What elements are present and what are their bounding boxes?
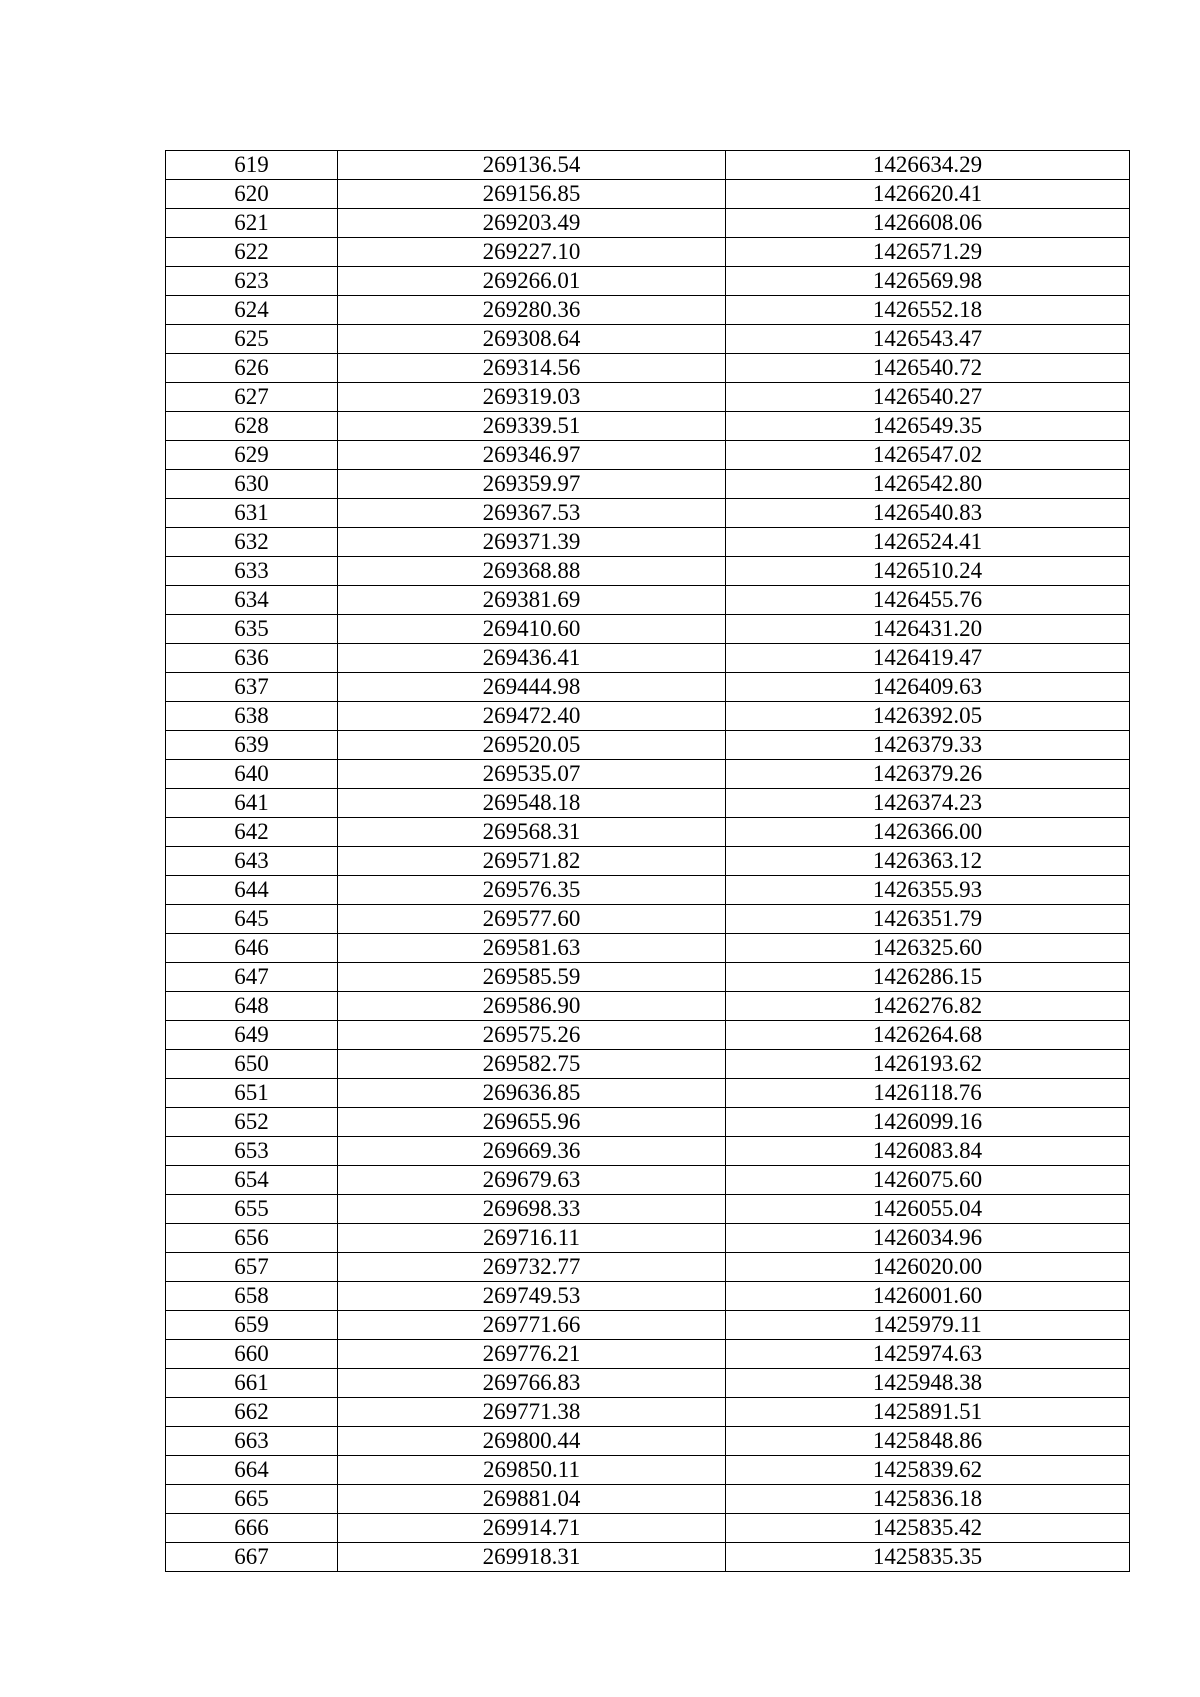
x-coordinate-cell: 269571.82 [338, 847, 726, 876]
y-coordinate-cell: 1426571.29 [726, 238, 1130, 267]
x-coordinate-cell: 269881.04 [338, 1485, 726, 1514]
x-coordinate-cell: 269771.66 [338, 1311, 726, 1340]
point-number-cell: 653 [166, 1137, 338, 1166]
x-coordinate-cell: 269472.40 [338, 702, 726, 731]
point-number-cell: 627 [166, 383, 338, 412]
x-coordinate-cell: 269655.96 [338, 1108, 726, 1137]
point-number-cell: 626 [166, 354, 338, 383]
point-number-cell: 641 [166, 789, 338, 818]
y-coordinate-cell: 1426549.35 [726, 412, 1130, 441]
x-coordinate-cell: 269346.97 [338, 441, 726, 470]
x-coordinate-cell: 269850.11 [338, 1456, 726, 1485]
x-coordinate-cell: 269575.26 [338, 1021, 726, 1050]
x-coordinate-cell: 269368.88 [338, 557, 726, 586]
point-number-cell: 645 [166, 905, 338, 934]
y-coordinate-cell: 1426099.16 [726, 1108, 1130, 1137]
x-coordinate-cell: 269410.60 [338, 615, 726, 644]
x-coordinate-cell: 269776.21 [338, 1340, 726, 1369]
table-row [166, 644, 1130, 673]
point-number-cell: 657 [166, 1253, 338, 1282]
y-coordinate-cell: 1426193.62 [726, 1050, 1130, 1079]
x-coordinate-cell: 269136.54 [338, 151, 726, 180]
table-row [166, 209, 1130, 238]
table-row [166, 1079, 1130, 1108]
table-row [166, 383, 1130, 412]
point-number-cell: 624 [166, 296, 338, 325]
point-number-cell: 640 [166, 760, 338, 789]
table-row [166, 1050, 1130, 1079]
y-coordinate-cell: 1426409.63 [726, 673, 1130, 702]
y-coordinate-cell: 1426392.05 [726, 702, 1130, 731]
x-coordinate-cell: 269280.36 [338, 296, 726, 325]
x-coordinate-cell: 269698.33 [338, 1195, 726, 1224]
y-coordinate-cell: 1426540.83 [726, 499, 1130, 528]
point-number-cell: 621 [166, 209, 338, 238]
table-row [166, 1282, 1130, 1311]
table-row [166, 905, 1130, 934]
point-number-cell: 646 [166, 934, 338, 963]
y-coordinate-cell: 1425891.51 [726, 1398, 1130, 1427]
y-coordinate-cell: 1426524.41 [726, 528, 1130, 557]
y-coordinate-cell: 1426379.26 [726, 760, 1130, 789]
point-number-cell: 623 [166, 267, 338, 296]
y-coordinate-cell: 1426540.72 [726, 354, 1130, 383]
point-number-cell: 665 [166, 1485, 338, 1514]
table-row [166, 267, 1130, 296]
x-coordinate-cell: 269535.07 [338, 760, 726, 789]
table-row [166, 1195, 1130, 1224]
x-coordinate-cell: 269749.53 [338, 1282, 726, 1311]
x-coordinate-cell: 269669.36 [338, 1137, 726, 1166]
y-coordinate-cell: 1425848.86 [726, 1427, 1130, 1456]
y-coordinate-cell: 1426001.60 [726, 1282, 1130, 1311]
table-row [166, 1137, 1130, 1166]
y-coordinate-cell: 1426325.60 [726, 934, 1130, 963]
point-number-cell: 639 [166, 731, 338, 760]
x-coordinate-cell: 269679.63 [338, 1166, 726, 1195]
table-row [166, 760, 1130, 789]
point-number-cell: 628 [166, 412, 338, 441]
y-coordinate-cell: 1426552.18 [726, 296, 1130, 325]
x-coordinate-cell: 269339.51 [338, 412, 726, 441]
y-coordinate-cell: 1426286.15 [726, 963, 1130, 992]
point-number-cell: 656 [166, 1224, 338, 1253]
point-number-cell: 619 [166, 151, 338, 180]
table-row [166, 1311, 1130, 1340]
y-coordinate-cell: 1426351.79 [726, 905, 1130, 934]
table-row [166, 1543, 1130, 1572]
point-number-cell: 649 [166, 1021, 338, 1050]
x-coordinate-cell: 269771.38 [338, 1398, 726, 1427]
point-number-cell: 658 [166, 1282, 338, 1311]
y-coordinate-cell: 1426034.96 [726, 1224, 1130, 1253]
table-row [166, 1427, 1130, 1456]
point-number-cell: 637 [166, 673, 338, 702]
point-number-cell: 631 [166, 499, 338, 528]
y-coordinate-cell: 1426055.04 [726, 1195, 1130, 1224]
y-coordinate-cell: 1426020.00 [726, 1253, 1130, 1282]
x-coordinate-cell: 269581.63 [338, 934, 726, 963]
y-coordinate-cell: 1425839.62 [726, 1456, 1130, 1485]
x-coordinate-cell: 269548.18 [338, 789, 726, 818]
table-row [166, 151, 1130, 180]
table-row [166, 1485, 1130, 1514]
x-coordinate-cell: 269568.31 [338, 818, 726, 847]
x-coordinate-cell: 269203.49 [338, 209, 726, 238]
y-coordinate-cell: 1426276.82 [726, 992, 1130, 1021]
y-coordinate-cell: 1426620.41 [726, 180, 1130, 209]
table-row [166, 1369, 1130, 1398]
table-row [166, 1398, 1130, 1427]
point-number-cell: 634 [166, 586, 338, 615]
point-number-cell: 662 [166, 1398, 338, 1427]
x-coordinate-cell: 269586.90 [338, 992, 726, 1021]
point-number-cell: 636 [166, 644, 338, 673]
table-row [166, 557, 1130, 586]
x-coordinate-cell: 269227.10 [338, 238, 726, 267]
table-row [166, 1108, 1130, 1137]
y-coordinate-cell: 1425836.18 [726, 1485, 1130, 1514]
table-row [166, 934, 1130, 963]
y-coordinate-cell: 1425974.63 [726, 1340, 1130, 1369]
table-row [166, 1224, 1130, 1253]
point-number-cell: 664 [166, 1456, 338, 1485]
point-number-cell: 648 [166, 992, 338, 1021]
point-number-cell: 647 [166, 963, 338, 992]
table-row [166, 702, 1130, 731]
x-coordinate-cell: 269918.31 [338, 1543, 726, 1572]
point-number-cell: 630 [166, 470, 338, 499]
y-coordinate-cell: 1426379.33 [726, 731, 1130, 760]
y-coordinate-cell: 1426075.60 [726, 1166, 1130, 1195]
table-row [166, 847, 1130, 876]
x-coordinate-cell: 269436.41 [338, 644, 726, 673]
y-coordinate-cell: 1426366.00 [726, 818, 1130, 847]
y-coordinate-cell: 1426374.23 [726, 789, 1130, 818]
table-row [166, 1166, 1130, 1195]
point-number-cell: 633 [166, 557, 338, 586]
table-row [166, 180, 1130, 209]
coordinates-table-body [166, 151, 1130, 1572]
point-number-cell: 660 [166, 1340, 338, 1369]
point-number-cell: 650 [166, 1050, 338, 1079]
point-number-cell: 644 [166, 876, 338, 905]
table-row [166, 731, 1130, 760]
y-coordinate-cell: 1426083.84 [726, 1137, 1130, 1166]
point-number-cell: 654 [166, 1166, 338, 1195]
x-coordinate-cell: 269800.44 [338, 1427, 726, 1456]
x-coordinate-cell: 269636.85 [338, 1079, 726, 1108]
x-coordinate-cell: 269314.56 [338, 354, 726, 383]
point-number-cell: 638 [166, 702, 338, 731]
table-row [166, 499, 1130, 528]
x-coordinate-cell: 269266.01 [338, 267, 726, 296]
y-coordinate-cell: 1426542.80 [726, 470, 1130, 499]
y-coordinate-cell: 1426264.68 [726, 1021, 1130, 1050]
y-coordinate-cell: 1426569.98 [726, 267, 1130, 296]
y-coordinate-cell: 1426608.06 [726, 209, 1130, 238]
table-row [166, 1456, 1130, 1485]
x-coordinate-cell: 269585.59 [338, 963, 726, 992]
point-number-cell: 663 [166, 1427, 338, 1456]
point-number-cell: 661 [166, 1369, 338, 1398]
x-coordinate-cell: 269716.11 [338, 1224, 726, 1253]
table-row [166, 1514, 1130, 1543]
point-number-cell: 652 [166, 1108, 338, 1137]
table-row [166, 818, 1130, 847]
x-coordinate-cell: 269156.85 [338, 180, 726, 209]
point-number-cell: 659 [166, 1311, 338, 1340]
table-row [166, 528, 1130, 557]
x-coordinate-cell: 269520.05 [338, 731, 726, 760]
point-number-cell: 642 [166, 818, 338, 847]
y-coordinate-cell: 1426363.12 [726, 847, 1130, 876]
x-coordinate-cell: 269732.77 [338, 1253, 726, 1282]
y-coordinate-cell: 1426431.20 [726, 615, 1130, 644]
y-coordinate-cell: 1426118.76 [726, 1079, 1130, 1108]
y-coordinate-cell: 1426419.47 [726, 644, 1130, 673]
table-row [166, 586, 1130, 615]
point-number-cell: 635 [166, 615, 338, 644]
table-row [166, 615, 1130, 644]
x-coordinate-cell: 269371.39 [338, 528, 726, 557]
table-row [166, 470, 1130, 499]
point-number-cell: 643 [166, 847, 338, 876]
table-row [166, 1340, 1130, 1369]
x-coordinate-cell: 269577.60 [338, 905, 726, 934]
x-coordinate-cell: 269914.71 [338, 1514, 726, 1543]
y-coordinate-cell: 1426510.24 [726, 557, 1130, 586]
table-row [166, 876, 1130, 905]
point-number-cell: 667 [166, 1543, 338, 1572]
x-coordinate-cell: 269381.69 [338, 586, 726, 615]
coordinates-table [165, 150, 1130, 1572]
table-row [166, 963, 1130, 992]
point-number-cell: 651 [166, 1079, 338, 1108]
table-row [166, 354, 1130, 383]
x-coordinate-cell: 269367.53 [338, 499, 726, 528]
x-coordinate-cell: 269319.03 [338, 383, 726, 412]
table-row [166, 673, 1130, 702]
point-number-cell: 655 [166, 1195, 338, 1224]
point-number-cell: 620 [166, 180, 338, 209]
point-number-cell: 625 [166, 325, 338, 354]
x-coordinate-cell: 269582.75 [338, 1050, 726, 1079]
table-row [166, 412, 1130, 441]
x-coordinate-cell: 269576.35 [338, 876, 726, 905]
y-coordinate-cell: 1426455.76 [726, 586, 1130, 615]
point-number-cell: 666 [166, 1514, 338, 1543]
point-number-cell: 622 [166, 238, 338, 267]
y-coordinate-cell: 1425948.38 [726, 1369, 1130, 1398]
point-number-cell: 629 [166, 441, 338, 470]
y-coordinate-cell: 1425979.11 [726, 1311, 1130, 1340]
table-row [166, 296, 1130, 325]
table-row [166, 441, 1130, 470]
y-coordinate-cell: 1426634.29 [726, 151, 1130, 180]
table-row [166, 1021, 1130, 1050]
y-coordinate-cell: 1426547.02 [726, 441, 1130, 470]
table-row [166, 325, 1130, 354]
table-row [166, 238, 1130, 267]
y-coordinate-cell: 1425835.42 [726, 1514, 1130, 1543]
x-coordinate-cell: 269359.97 [338, 470, 726, 499]
y-coordinate-cell: 1426540.27 [726, 383, 1130, 412]
x-coordinate-cell: 269308.64 [338, 325, 726, 354]
table-row [166, 1253, 1130, 1282]
table-row [166, 789, 1130, 818]
x-coordinate-cell: 269444.98 [338, 673, 726, 702]
y-coordinate-cell: 1426355.93 [726, 876, 1130, 905]
y-coordinate-cell: 1426543.47 [726, 325, 1130, 354]
y-coordinate-cell: 1425835.35 [726, 1543, 1130, 1572]
table-row [166, 992, 1130, 1021]
point-number-cell: 632 [166, 528, 338, 557]
x-coordinate-cell: 269766.83 [338, 1369, 726, 1398]
